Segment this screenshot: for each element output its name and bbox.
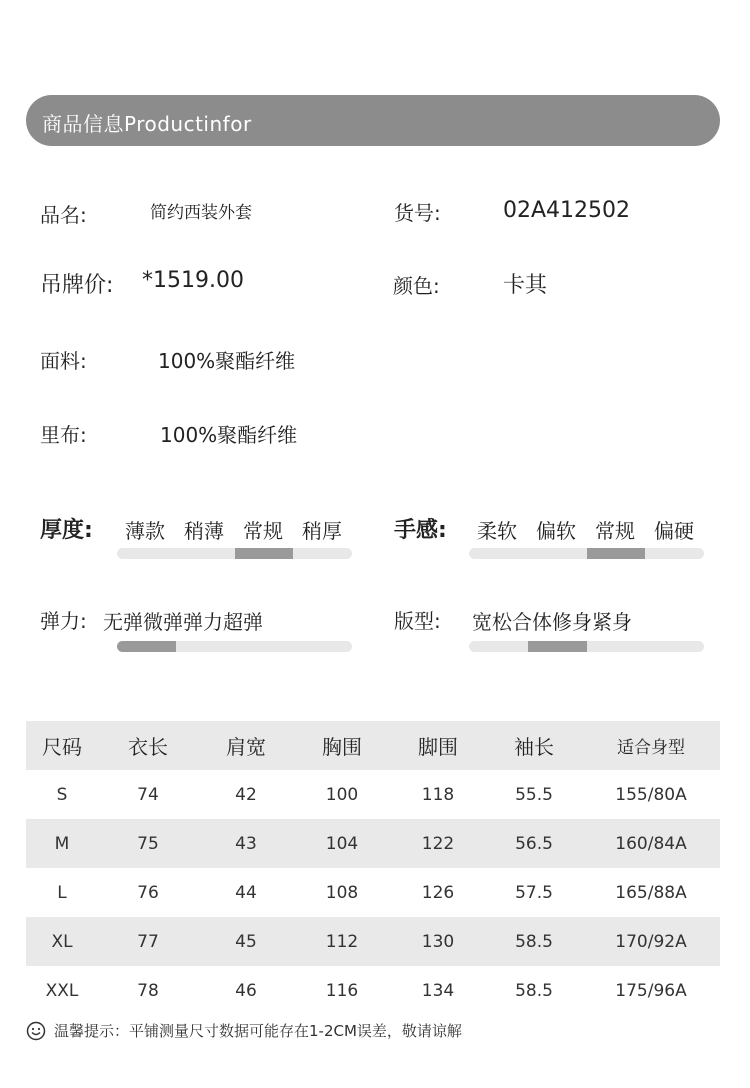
handfeel-indicator bbox=[587, 548, 646, 559]
table-cell: L bbox=[57, 882, 67, 903]
table-header: 袖长 bbox=[486, 721, 582, 770]
table-cell: S bbox=[56, 784, 68, 805]
table-cell: 45 bbox=[198, 917, 294, 966]
table-cell: 46 bbox=[235, 980, 257, 1001]
table-row bbox=[26, 966, 720, 1015]
table-cell: 58.5 bbox=[515, 980, 553, 1001]
fit-indicator bbox=[528, 641, 587, 652]
table-cell: 58.5 bbox=[486, 917, 582, 966]
thickness-title: 厚度: bbox=[40, 518, 93, 543]
handfeel-option: 偏硬 bbox=[654, 519, 694, 543]
fabric-value: 100%聚酯纤维 bbox=[158, 349, 296, 373]
table-cell: 57.5 bbox=[515, 882, 553, 903]
table-header: 适合身型 bbox=[582, 721, 720, 770]
table-header: 脚围 bbox=[390, 721, 486, 770]
table-cell: 122 bbox=[390, 819, 486, 868]
color-value: 卡其 bbox=[503, 273, 548, 298]
table-row bbox=[26, 819, 720, 868]
fabric-label: 面料: bbox=[40, 349, 87, 373]
thickness-option: 稍厚 bbox=[302, 519, 342, 543]
price-value: *1519.00 bbox=[142, 268, 244, 293]
lining-value: 100%聚酯纤维 bbox=[160, 423, 298, 447]
table-cell: 76 bbox=[137, 882, 159, 903]
handfeel-option: 柔软 bbox=[477, 519, 517, 543]
fit-options: 宽松合体修身紧身 bbox=[472, 610, 632, 634]
thickness-option: 薄款 bbox=[125, 519, 165, 543]
table-header: 肩宽 bbox=[198, 721, 294, 770]
table-cell: 126 bbox=[421, 882, 455, 903]
name-label: 品名: bbox=[40, 203, 87, 227]
handfeel-scale bbox=[469, 548, 704, 559]
table-row bbox=[26, 868, 720, 917]
table-header-row bbox=[26, 721, 720, 770]
table-cell: 108 bbox=[325, 882, 359, 903]
table-cell: 100 bbox=[325, 784, 359, 805]
thickness-option: 稍薄 bbox=[184, 519, 224, 543]
elasticity-indicator bbox=[117, 641, 176, 652]
table-header: 胸围 bbox=[294, 721, 390, 770]
thickness-indicator bbox=[235, 548, 294, 559]
sku-label: 货号: bbox=[394, 201, 441, 225]
note-text: 温馨提示：平铺测量尺寸数据可能存在1-2CM误差，敬请谅解 bbox=[54, 1022, 462, 1040]
color-label: 颜色: bbox=[393, 274, 440, 298]
measurement-note bbox=[26, 1020, 462, 1041]
table-cell: 112 bbox=[294, 917, 390, 966]
table-cell: XXL bbox=[45, 980, 79, 1001]
thickness-scale bbox=[117, 548, 352, 559]
name-value: 简约西装外套 bbox=[150, 203, 252, 223]
table-cell: 165/88A bbox=[615, 882, 687, 903]
price-label: 吊牌价: bbox=[40, 273, 114, 298]
table-cell: XL bbox=[26, 917, 98, 966]
table-cell: 55.5 bbox=[515, 784, 553, 805]
thickness-option: 常规 bbox=[243, 519, 283, 543]
table-cell: 77 bbox=[98, 917, 198, 966]
table-cell: 42 bbox=[235, 784, 257, 805]
size-table bbox=[26, 721, 720, 1015]
table-cell: 75 bbox=[98, 819, 198, 868]
table-row bbox=[26, 917, 720, 966]
handfeel-option: 偏软 bbox=[536, 519, 576, 543]
table-cell: 104 bbox=[294, 819, 390, 868]
table-cell: 160/84A bbox=[582, 819, 720, 868]
table-cell: 155/80A bbox=[615, 784, 687, 805]
lining-label: 里布: bbox=[40, 423, 87, 447]
smile-icon bbox=[26, 1021, 46, 1041]
handfeel-option: 常规 bbox=[595, 519, 635, 543]
table-cell: 116 bbox=[325, 980, 359, 1001]
table-cell: 118 bbox=[421, 784, 455, 805]
table-cell: 170/92A bbox=[582, 917, 720, 966]
table-cell: M bbox=[26, 819, 98, 868]
table-cell: 134 bbox=[421, 980, 455, 1001]
elasticity-title: 弹力: bbox=[40, 609, 87, 633]
table-header: 尺码 bbox=[26, 721, 98, 770]
table-cell: 74 bbox=[137, 784, 159, 805]
table-row bbox=[26, 770, 720, 819]
fit-title: 版型: bbox=[394, 609, 441, 633]
table-cell: 56.5 bbox=[486, 819, 582, 868]
table-cell: 43 bbox=[198, 819, 294, 868]
table-cell: 78 bbox=[137, 980, 159, 1001]
elasticity-options: 无弹微弹弹力超弹 bbox=[103, 610, 263, 634]
table-cell: 130 bbox=[390, 917, 486, 966]
handfeel-title: 手感: bbox=[394, 518, 447, 543]
table-header: 衣长 bbox=[98, 721, 198, 770]
sku-value: 02A412502 bbox=[503, 198, 631, 223]
table-cell: 175/96A bbox=[615, 980, 687, 1001]
fit-scale bbox=[469, 641, 704, 652]
table-cell: 44 bbox=[235, 882, 257, 903]
elasticity-scale bbox=[117, 641, 352, 652]
section-title: 商品信息Productinfor bbox=[42, 112, 252, 136]
